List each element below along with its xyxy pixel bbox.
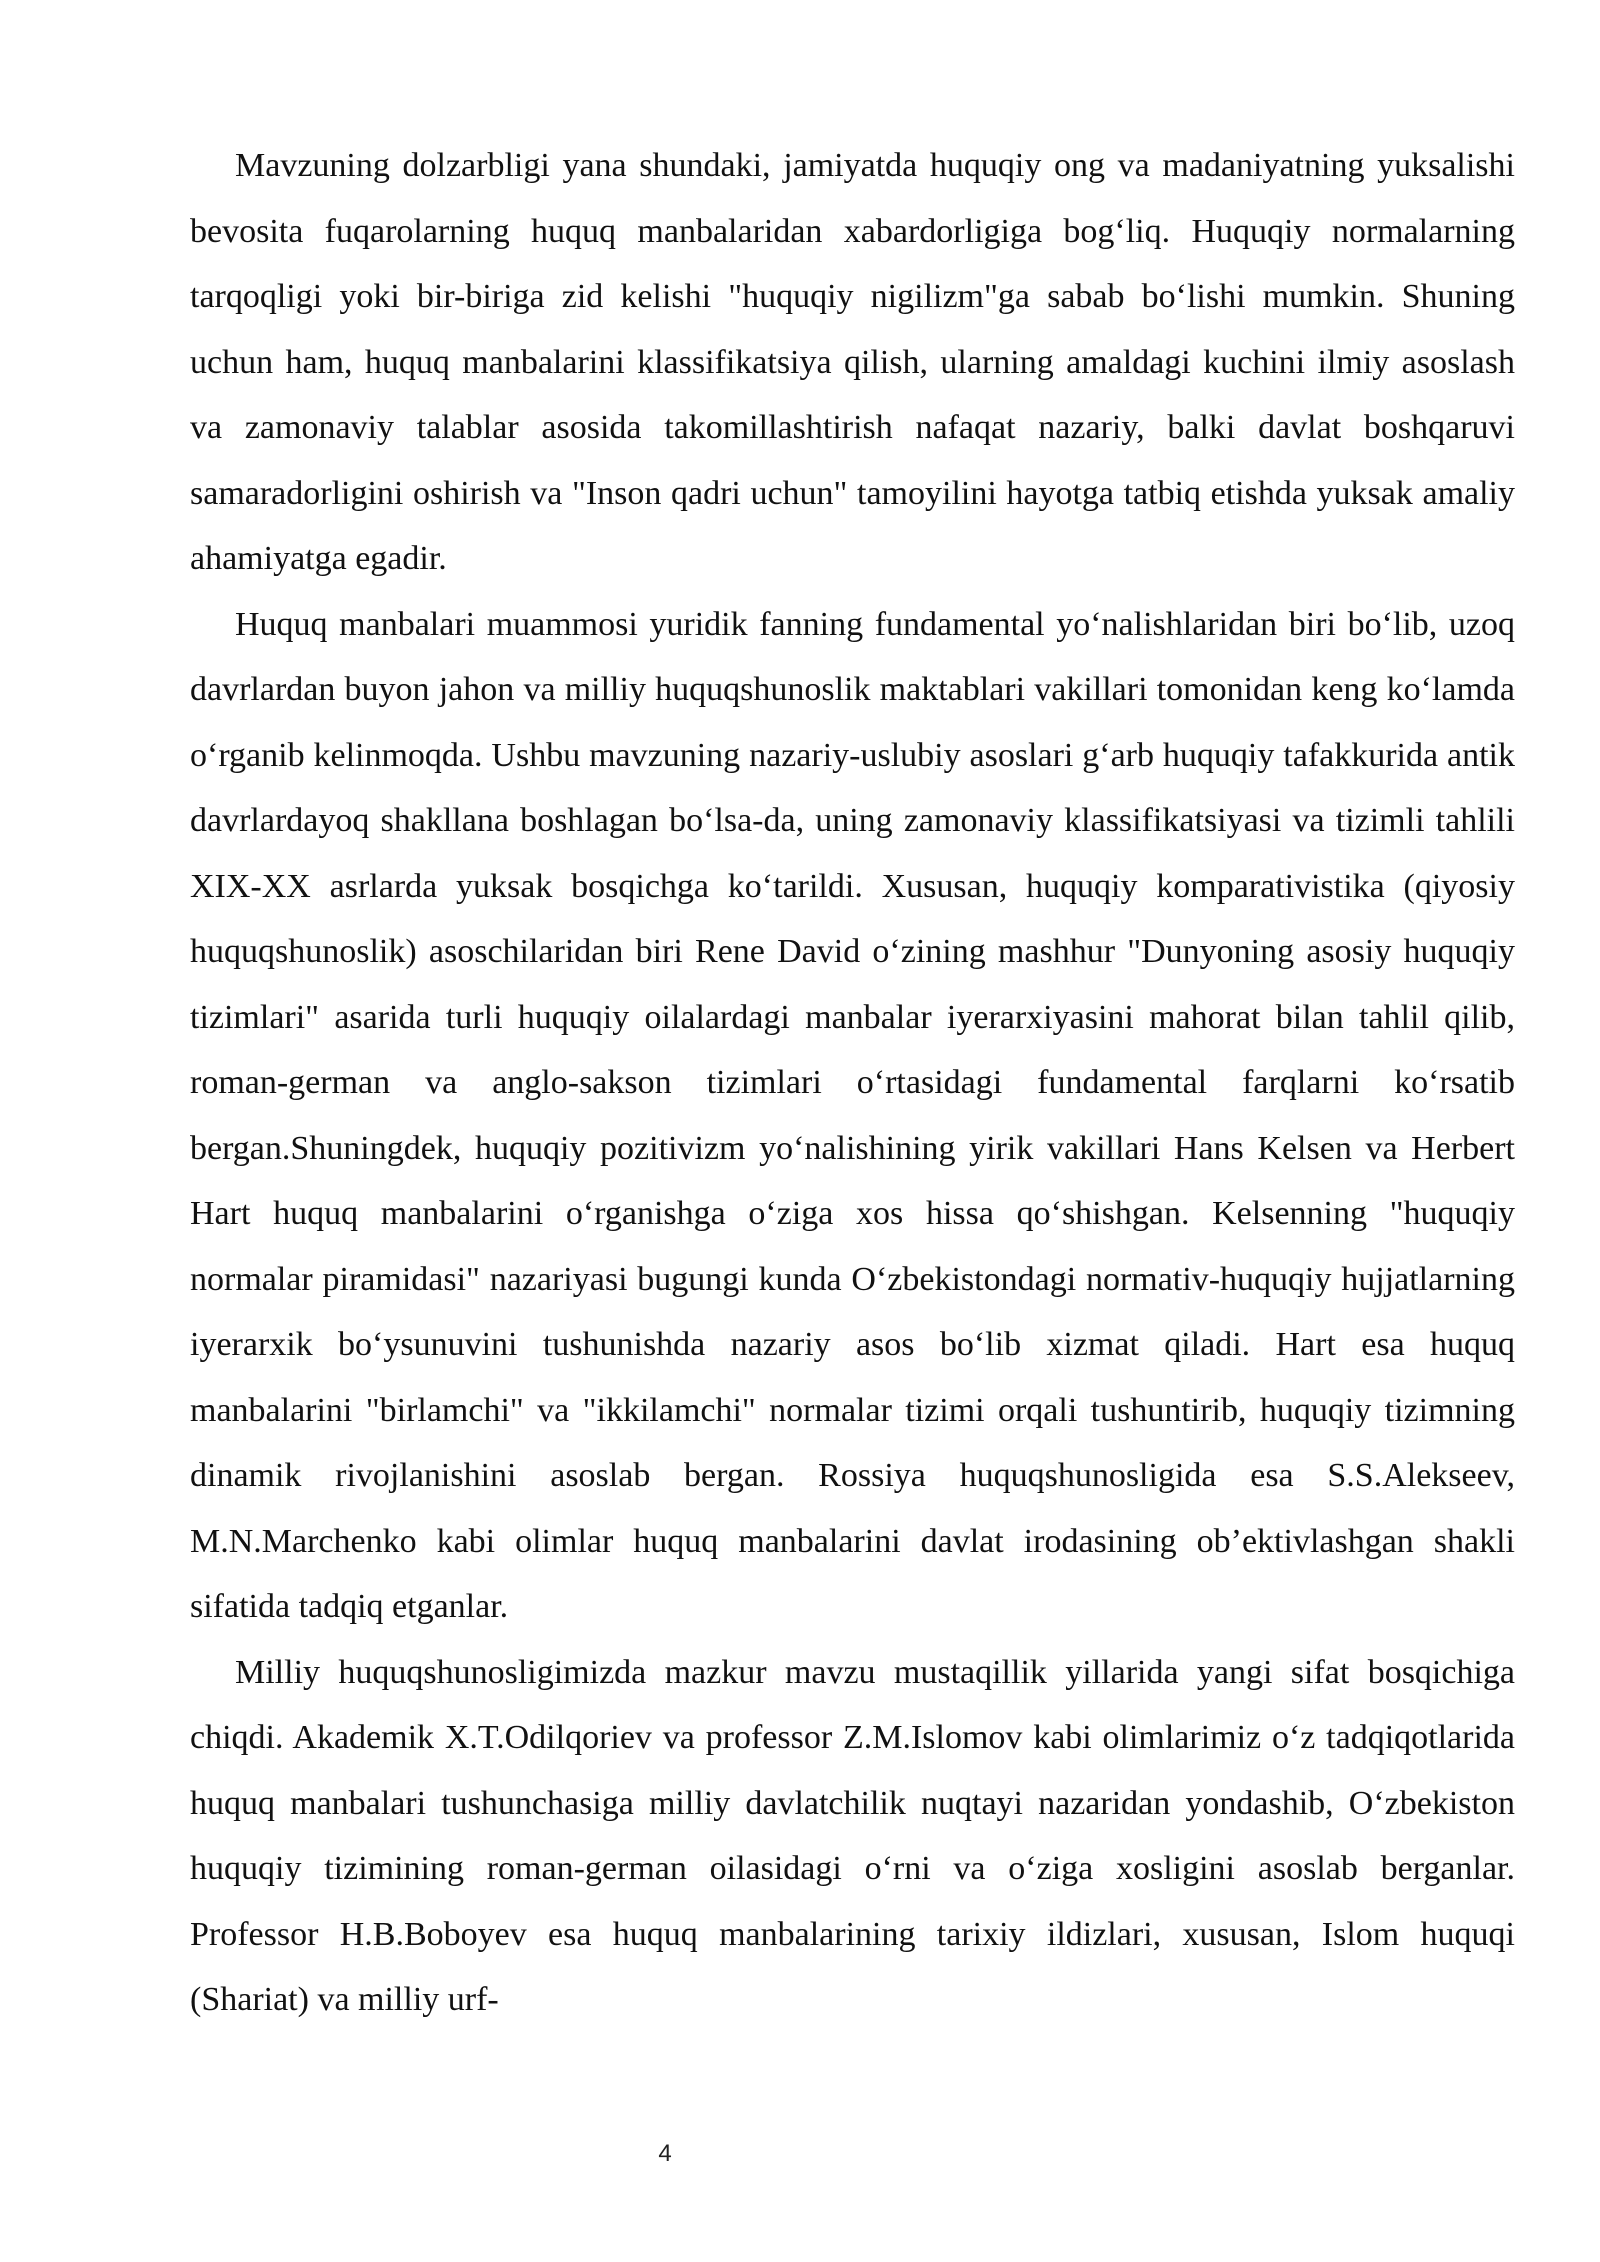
paragraph-2: Huquq manbalari muammosi yuridik fanning fundamental yo‘nalishlaridan biri bo‘lib, uzoq davrlardan buyon jahon va milliy huquqshunoslik maktablari vakillari tomonidan keng ko‘lamda o‘rganib kelinmoqda. Ushbu mavzuning nazariy-uslubiy asoslari g‘arb huquqiy tafakkurida antik davrlardayoq shakllana boshlagan bo‘lsa-da, uning zamonaviy klassifikatsiyasi va tizimli tahlili XIX-XX asrlarda yuksak bosqichga ko‘tarildi. Xususan, huquqiy komparativistika (qiyosiy huquqshunoslik) asoschilaridan biri Rene David o‘zining mashhur "Dunyoning asosiy huquqiy tizimlari" asarida turli huquqiy oilalardagi manbalar iyerarxiyasini mahorat bilan tahlil qilib, roman-german va anglo-sakson tizimlari o‘rtasidagi fundamental farqlarni ko‘rsatib bergan.Shuningdek, huquqiy pozitivizm yo‘nalishining yirik vakillari Hans Kelsen va Herbert Hart huquq manbalarini o‘rganishga o‘ziga xos hissa qo‘shishgan. Kelsenning "huquqiy normalar piramidasi" nazariyasi bugungi kunda O‘zbekistondagi normativ-huquqiy hujjatlarning iyerarxik bo‘ysunuvini tushunishda nazariy asos bo‘lib xizmat qiladi. Hart esa huquq manbalarini "birlamchi" va "ikkilamchi" normalar tizimi orqali tushuntirib, huquqiy tizimning dinamik rivojlanishini asoslab bergan. Rossiya huquqshunosligida esa S.S.Alekseev, M.N.Marchenko kabi olimlar huquq manbalarini davlat irodasining ob’ektivlashgan shakli sifatida tadqiq etganlar.	[190, 605, 1515, 1625]
page-number: 4	[658, 2140, 672, 2167]
paragraph-3: Milliy huquqshunosligimizda mazkur mavzu mustaqillik yillarida yangi sifat bosqichiga chiqdi. Akademik X.T.Odilqoriev va professor Z.M.Islomov kabi olimlarimiz o‘z tadqiqotlarida huquq manbalari tushunchasiga milliy davlatchilik nuqtayi nazaridan yondashib, O‘zbekiston huquqiy tizimining roman-german oilasidagi o‘rni va o‘ziga xosligini asoslab berganlar. Professor H.B.Boboyev esa huquq manbalarining tarixiy ildizlari, xususan, Islom huquqi (Shariat) va milliy urf-	[190, 1653, 1515, 2018]
body-text	[190, 133, 1515, 2033]
paragraph-1: Mavzuning dolzarbligi yana shundaki, jamiyatda huquqiy ong va madaniyatning yuksalishi bevosita fuqarolarning huquq manbalaridan xabardorligiga bog‘liq. Huquqiy normalarning tarqoqligi yoki bir-biriga zid kelishi "huquqiy nigilizm"ga sabab bo‘lishi mumkin. Shuning uchun ham, huquq manbalarini klassifikatsiya qilish, ularning amaldagi kuchini ilmiy asoslash va zamonaviy talablar asosida takomillashtirish nafaqat nazariy, balki davlat boshqaruvi samaradorligini oshirish va "Inson qadri uchun" tamoyilini hayotga tatbiq etishda yuksak amaliy ahamiyatga egadir.	[190, 147, 1515, 577]
